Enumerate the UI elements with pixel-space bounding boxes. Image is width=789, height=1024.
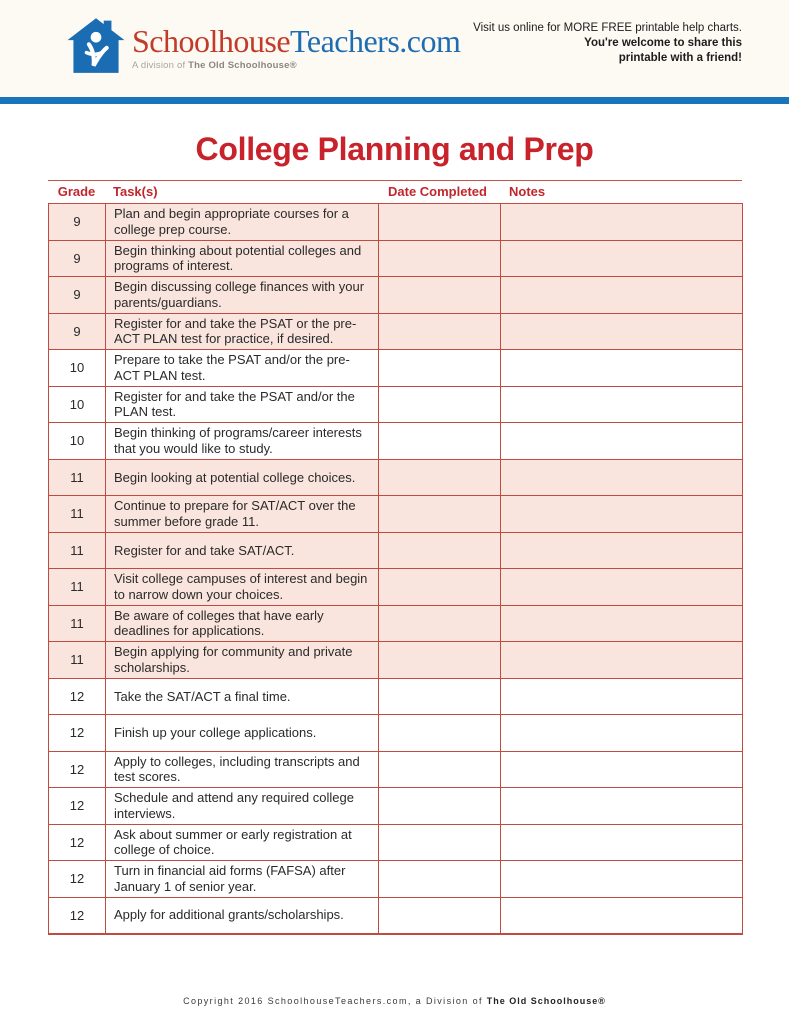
table-row	[49, 423, 743, 460]
table-header-row	[48, 180, 742, 203]
tagline-prefix: A division of	[132, 60, 189, 71]
date-cell	[379, 751, 501, 788]
grade-cell: 10	[49, 350, 106, 387]
notes-cell	[501, 569, 743, 606]
date-cell	[379, 204, 501, 241]
notes-cell	[501, 824, 743, 861]
table-row	[49, 715, 743, 752]
grade-cell: 12	[49, 751, 106, 788]
brand-text	[132, 17, 460, 71]
grade-cell: 11	[49, 496, 106, 533]
grade-cell: 12	[49, 897, 106, 934]
task-cell: Plan and begin appropriate courses for a college prep course.	[106, 204, 379, 241]
table-row	[49, 569, 743, 606]
notes-cell	[501, 897, 743, 934]
task-cell: Begin discussing college finances with your parents/guardians.	[106, 277, 379, 314]
planning-table	[48, 180, 742, 935]
task-cell: Apply to colleges, including transcripts and test scores.	[106, 751, 379, 788]
brand-name-teachers: Teachers.com	[290, 23, 461, 59]
grade-cell: 11	[49, 642, 106, 679]
promo-line-2: You're welcome to share this	[584, 37, 742, 49]
date-cell	[379, 897, 501, 934]
promo-line-3: printable with a friend!	[618, 52, 742, 64]
task-cell: Finish up your college applications.	[106, 715, 379, 752]
notes-cell	[501, 642, 743, 679]
table-row	[49, 386, 743, 423]
brand-name-schoolhouse: Schoolhouse	[132, 23, 291, 59]
table-row	[49, 824, 743, 861]
grade-cell: 12	[49, 861, 106, 898]
task-cell: Begin thinking about potential colleges and programs of interest.	[106, 240, 379, 277]
task-cell: Register for and take the PSAT and/or the PLAN test.	[106, 386, 379, 423]
task-cell: Ask about summer or early registration at college of choice.	[106, 824, 379, 861]
task-cell: Prepare to take the PSAT and/or the pre-ACT PLAN test.	[106, 350, 379, 387]
table-row	[49, 277, 743, 314]
date-cell	[379, 532, 501, 569]
grade-cell: 11	[49, 532, 106, 569]
page-title: College Planning and Prep	[195, 131, 594, 167]
notes-cell	[501, 532, 743, 569]
promo-line-1: Visit us online for MORE FREE printable help charts.	[473, 22, 742, 34]
notes-cell	[501, 459, 743, 496]
date-cell	[379, 715, 501, 752]
notes-cell	[501, 496, 743, 533]
table-row	[49, 350, 743, 387]
grade-cell: 12	[49, 788, 106, 825]
grade-cell: 12	[49, 824, 106, 861]
table-row	[49, 751, 743, 788]
task-table	[48, 203, 743, 935]
notes-cell	[501, 204, 743, 241]
notes-cell	[501, 423, 743, 460]
date-cell	[379, 569, 501, 606]
grade-cell: 11	[49, 605, 106, 642]
task-cell: Begin thinking of programs/career interests that you would like to study.	[106, 423, 379, 460]
masthead	[0, 0, 789, 97]
task-table-body	[49, 204, 743, 934]
table-row	[49, 861, 743, 898]
date-cell	[379, 496, 501, 533]
tagline-bold: The Old Schoolhouse®	[188, 60, 297, 71]
task-cell: Take the SAT/ACT a final time.	[106, 678, 379, 715]
promo-text	[473, 21, 742, 66]
notes-cell	[501, 678, 743, 715]
grade-cell: 11	[49, 569, 106, 606]
grade-cell: 12	[49, 678, 106, 715]
notes-cell	[501, 861, 743, 898]
date-cell	[379, 386, 501, 423]
notes-cell	[501, 277, 743, 314]
table-row	[49, 240, 743, 277]
column-header-grade: Grade	[57, 184, 96, 199]
copyright-bold: The Old Schoolhouse®	[486, 996, 606, 1006]
notes-cell	[501, 313, 743, 350]
divider-bar	[0, 97, 789, 104]
notes-cell	[501, 751, 743, 788]
task-cell: Continue to prepare for SAT/ACT over the summer before grade 11.	[106, 496, 379, 533]
grade-cell: 12	[49, 715, 106, 752]
column-header-notes: Notes	[509, 184, 546, 199]
task-cell: Begin applying for community and private scholarships.	[106, 642, 379, 679]
table-row	[49, 605, 743, 642]
document-body	[0, 131, 789, 935]
table-row	[49, 496, 743, 533]
table-row	[49, 642, 743, 679]
table-row	[49, 459, 743, 496]
date-cell	[379, 678, 501, 715]
task-cell: Register for and take the PSAT or the pre-ACT PLAN test for practice, if desired.	[106, 313, 379, 350]
grade-cell: 10	[49, 423, 106, 460]
notes-cell	[501, 605, 743, 642]
task-cell: Register for and take SAT/ACT.	[106, 532, 379, 569]
date-cell	[379, 788, 501, 825]
date-cell	[379, 861, 501, 898]
date-cell	[379, 459, 501, 496]
task-cell: Be aware of colleges that have early deadlines for applications.	[106, 605, 379, 642]
notes-cell	[501, 386, 743, 423]
notes-cell	[501, 350, 743, 387]
grade-cell: 9	[49, 313, 106, 350]
grade-cell: 9	[49, 277, 106, 314]
task-cell: Schedule and attend any required college interviews.	[106, 788, 379, 825]
table-row	[49, 204, 743, 241]
table-row	[49, 788, 743, 825]
grade-cell: 9	[49, 204, 106, 241]
table-row	[49, 897, 743, 934]
date-cell	[379, 313, 501, 350]
task-cell: Apply for additional grants/scholarships.	[106, 897, 379, 934]
copyright	[0, 996, 789, 1006]
date-cell	[379, 423, 501, 460]
logo	[66, 17, 460, 74]
notes-cell	[501, 240, 743, 277]
date-cell	[379, 605, 501, 642]
grade-cell: 9	[49, 240, 106, 277]
date-cell	[379, 277, 501, 314]
date-cell	[379, 642, 501, 679]
table-row	[49, 678, 743, 715]
column-header-task: Task(s)	[113, 184, 158, 199]
task-cell: Turn in financial aid forms (FAFSA) after January 1 of senior year.	[106, 861, 379, 898]
date-cell	[379, 350, 501, 387]
task-cell: Begin looking at potential college choices.	[106, 459, 379, 496]
house-with-figure-icon	[66, 17, 126, 74]
table-row	[49, 313, 743, 350]
grade-cell: 10	[49, 386, 106, 423]
date-cell	[379, 240, 501, 277]
task-cell: Visit college campuses of interest and begin to narrow down your choices.	[106, 569, 379, 606]
notes-cell	[501, 788, 743, 825]
notes-cell	[501, 715, 743, 752]
table-row	[49, 532, 743, 569]
copyright-text: Copyright 2016 SchoolhouseTeachers.com, a Division of	[183, 996, 487, 1006]
column-header-date: Date Completed	[388, 184, 487, 199]
date-cell	[379, 824, 501, 861]
grade-cell: 11	[49, 459, 106, 496]
brand-tagline	[132, 60, 460, 71]
